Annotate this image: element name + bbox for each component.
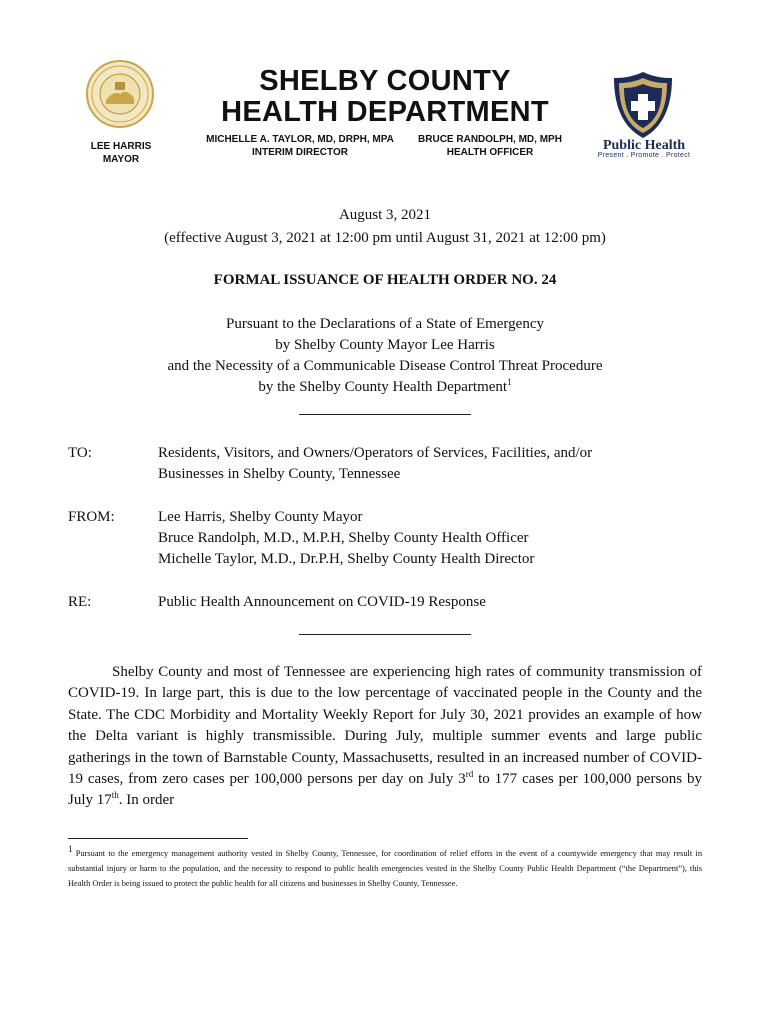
- from-line3: Michelle Taylor, M.D., Dr.P.H, Shelby County Health Director: [158, 551, 535, 567]
- from-label: FROM:: [68, 509, 115, 525]
- public-health-shield-icon: [612, 70, 674, 140]
- body-text-part2: to 177 cases per 100,000 persons by July 17: [68, 771, 703, 809]
- to-line1: Residents, Visitors, and Owners/Operators of Services, Facilities, and/or: [158, 445, 593, 461]
- from-line2: Bruce Randolph, M.D., M.P.H, Shelby County Health Officer: [158, 530, 529, 546]
- re-subject: Public Health Announcement on COVID-19 Response: [158, 594, 486, 610]
- department-title: [190, 66, 580, 128]
- health-officer-block: [400, 133, 580, 159]
- mayor-name: LEE HARRIS: [90, 141, 152, 152]
- footnote-marker: 1: [68, 844, 73, 855]
- director-name: MICHELLE A. TAYLOR, MD, DRPH, MPA: [206, 134, 394, 145]
- divider: [299, 414, 471, 415]
- from-senders: [158, 507, 718, 570]
- public-health-logo-name: Public Health: [602, 138, 686, 153]
- divider: [299, 634, 471, 635]
- footnote-divider: [68, 838, 248, 839]
- footnote-ref: 1: [507, 377, 512, 387]
- health-officer-title: HEALTH OFFICER: [446, 147, 534, 158]
- order-date: August 3, 2021: [338, 207, 432, 223]
- body-paragraph: [68, 662, 702, 812]
- to-line2: Businesses in Shelby County, Tennessee: [158, 466, 401, 482]
- from-line1: Lee Harris, Shelby County Mayor: [158, 509, 363, 525]
- body-text-part3: . In order: [118, 792, 175, 809]
- health-officer-name: BRUCE RANDOLPH, MD, MPH: [418, 134, 562, 145]
- department-title-line2: HEALTH DEPARTMENT: [221, 96, 549, 128]
- footnote-text: Pursuant to the emergency management authority vested in Shelby County, Tennessee, for coordination of relief efforts in the event of a countywide emergency that may result in substantial injury or harm to the population, and the necessity to respond to public health emergencies vested in the Shelby County Public Health Department (“the Department”), this Health Order is being issued to protect the public health for all citizens and businesses in Shelby County, Tennessee.: [68, 849, 703, 888]
- mayor-title: MAYOR: [102, 154, 140, 165]
- order-title: FORMAL ISSUANCE OF HEALTH ORDER NO. 24: [213, 272, 557, 288]
- mayor-block: [76, 140, 166, 166]
- public-health-logo-tagline: Present . Promote . Protect: [597, 152, 691, 159]
- director-block: [200, 133, 400, 159]
- preamble-line1: Pursuant to the Declarations of a State of Emergency: [226, 316, 544, 332]
- preamble-line4: [0, 377, 770, 398]
- effective-period: (effective August 3, 2021 at 12:00 pm until August 31, 2021 at 12:00 pm): [164, 230, 606, 246]
- director-title: INTERIM DIRECTOR: [252, 147, 348, 158]
- body-sup1: rd: [465, 769, 474, 780]
- preamble-line4-text: by the Shelby County Health Department: [258, 379, 508, 395]
- department-title-line1: SHELBY COUNTY: [259, 65, 511, 97]
- to-recipients: [158, 443, 718, 485]
- preamble-line2: by Shelby County Mayor Lee Harris: [275, 337, 495, 353]
- preamble-line3: and the Necessity of a Communicable Disease Control Threat Procedure: [167, 358, 603, 374]
- to-label: TO:: [68, 445, 92, 461]
- footnote: [68, 846, 702, 891]
- shelby-county-seal-icon: [86, 60, 154, 128]
- body-text-part1: Shelby County and most of Tennessee are experiencing high rates of community transmission of COVID-19. In large part, this is due to the low percentage of vaccinated people in the County and the State. The CDC Morbidity and Mortality Weekly Report for July 30, 2021 provides an example of how the Delta variant is highly transmissible. During July, multiple summer events and large public gatherings in the town of Barnstable County, Massachusetts, resulted in an increased number of COVID-19 cases, from zero cases per 100,000 persons per day on July 3: [68, 664, 702, 788]
- re-label: RE:: [68, 594, 92, 610]
- body-sup2: th: [111, 790, 119, 801]
